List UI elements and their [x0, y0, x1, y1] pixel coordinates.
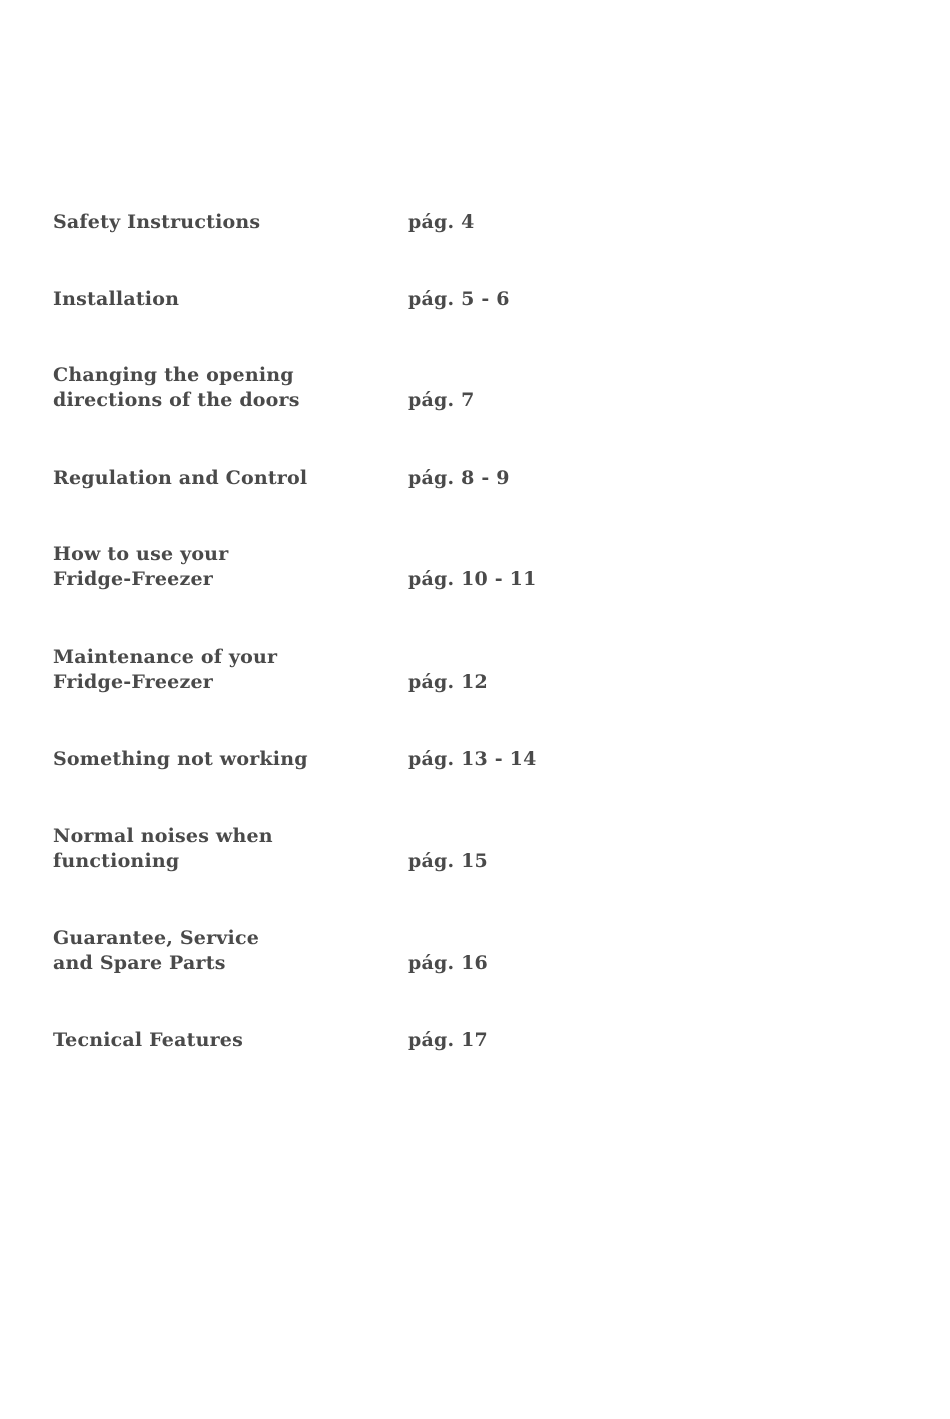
toc-page-reference: pág. 15	[408, 850, 488, 872]
toc-entry-title	[53, 466, 383, 491]
toc-entry-title	[53, 363, 383, 413]
toc-entry-title	[53, 1028, 383, 1053]
toc-page-reference: pág. 4	[408, 211, 475, 233]
toc-entry-title	[53, 210, 383, 235]
toc-title-line: functioning	[53, 850, 180, 872]
toc-entry-title	[53, 747, 383, 772]
toc-title-line: Safety Instructions	[53, 211, 261, 233]
toc-title-line: Changing the opening	[53, 364, 294, 386]
toc-title-line: Tecnical Features	[53, 1029, 243, 1051]
toc-page-reference: pág. 16	[408, 952, 488, 974]
toc-page-reference: pág. 17	[408, 1029, 488, 1051]
toc-title-line: How to use your	[53, 543, 229, 565]
toc-page-reference: pág. 10 - 11	[408, 568, 537, 590]
toc-entry-title	[53, 824, 383, 874]
toc-title-line: Regulation and Control	[53, 467, 308, 489]
toc-title-line: and Spare Parts	[53, 952, 226, 974]
toc-page-reference: pág. 5 - 6	[408, 288, 510, 310]
toc-title-line: directions of the doors	[53, 389, 300, 411]
toc-entry-title	[53, 287, 383, 312]
toc-page-reference: pág. 7	[408, 389, 475, 411]
toc-title-line: Something not working	[53, 748, 308, 770]
toc-title-line: Fridge-Freezer	[53, 568, 213, 590]
toc-title-line: Installation	[53, 288, 180, 310]
toc-page-reference: pág. 8 - 9	[408, 467, 510, 489]
toc-entry-title	[53, 645, 383, 695]
toc-page-reference: pág. 13 - 14	[408, 748, 537, 770]
toc-title-line: Guarantee, Service	[53, 927, 260, 949]
toc-title-line: Maintenance of your	[53, 646, 278, 668]
toc-page-reference: pág. 12	[408, 671, 488, 693]
toc-title-line: Normal noises when	[53, 825, 273, 847]
toc-entry-title	[53, 542, 383, 592]
toc-title-line: Fridge-Freezer	[53, 671, 213, 693]
toc-entry-title	[53, 926, 383, 976]
